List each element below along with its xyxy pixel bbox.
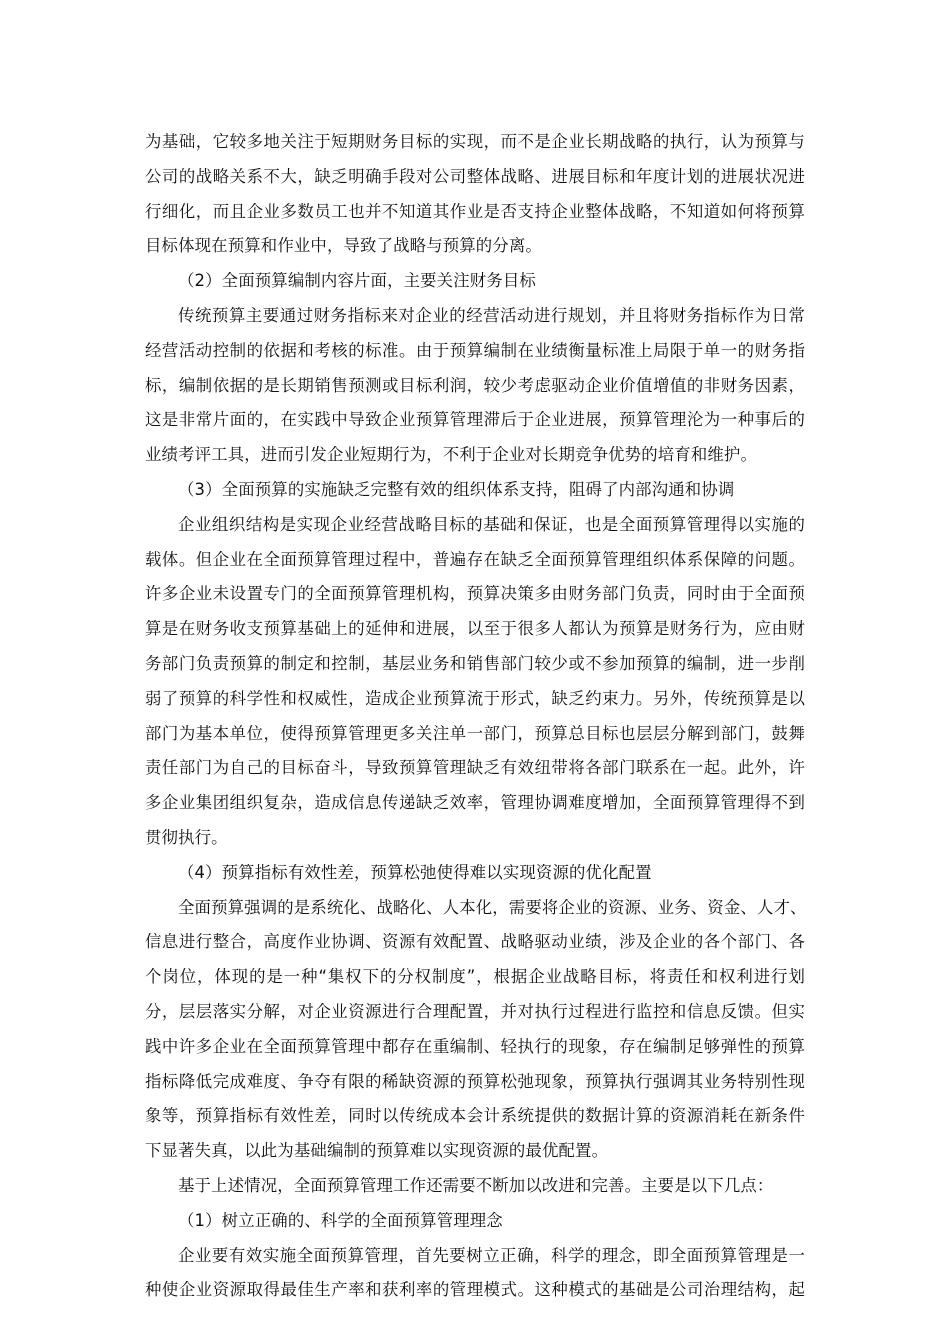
paragraph-line: 部门为基本单位，使得预算管理更多关注单一部门，预算总目标也层层分解到部门，鼓舞	[145, 723, 805, 743]
paragraph-first-line: 企业组织结构是实现企业经营战略目标的基础和保证，也是全面预算管理得以实施的	[178, 514, 805, 534]
paragraph-line: 载体。但企业在全面预算管理过程中，普遍存在缺乏全面预算管理组织体系保障的问题。	[145, 549, 805, 569]
paragraph-line: 多企业集团组织复杂，造成信息传递缺乏效率，管理协调难度增加，全面预算管理得不到	[145, 793, 805, 813]
paragraph-line: 经营活动控制的依据和考核的标准。由于预算编制在业绩衡量标准上局限于单一的财务指	[145, 340, 805, 360]
paragraph-first-line: 基于上述情况，全面预算管理工作还需要不断加以改进和完善。主要是以下几点：	[178, 1175, 774, 1195]
paragraph-line: 务部门负责预算的制定和控制，基层业务和销售部门较少或不参加预算的编制，进一步削	[145, 653, 805, 673]
paragraph-line: 个岗位，体现的是一种“集权下的分权制度”，根据企业战略目标，将责任和权利进行划	[145, 967, 805, 987]
paragraph-line: 践中许多企业在全面预算管理中都存在重编制、轻执行的现象，存在编制足够弹性的预算	[145, 1036, 805, 1056]
document-body	[145, 125, 805, 1308]
paragraph-last-line: 下显著失真，以此为基础编制的预算难以实现资源的最优配置。	[145, 1141, 609, 1161]
paragraph-line: 许多企业未设置专门的全面预算管理机构，预算决策多由财务部门负责，同时由于全面预	[145, 584, 805, 604]
paragraph-line: 公司的战略关系不大，缺乏明确手段对公司整体战略、进展目标和年度计划的进展状况进	[145, 166, 805, 186]
section-heading: （1）树立正确的、科学的全面预算管理理念	[178, 1210, 503, 1230]
paragraph-line: 分，层层落实分解，对企业资源进行合理配置，并对执行过程进行监控和信息反馈。但实	[145, 1001, 805, 1021]
paragraph-line: 这是非常片面的，在实践中导致企业预算管理滞后于企业进展，预算管理沦为一种事后的	[145, 410, 805, 430]
paragraph-line: 算是在财务收支预算基础上的延伸和进展，以至于很多人都认为预算是财务行为，应由财	[145, 619, 805, 639]
paragraph-last-line: 业绩考评工具，进而引发企业短期行为，不利于企业对长期竞争优势的培育和维护。	[145, 445, 758, 465]
paragraph-line: 象等，预算指标有效性差，同时以传统成本会计系统提供的数据计算的资源消耗在新条件	[145, 1106, 805, 1126]
paragraph-line: 责任部门为自己的目标奋斗，导致预算管理缺乏有效纽带将各部门联系在一起。此外，许	[145, 758, 805, 778]
paragraph-line: 指标降低完成难度、争夺有限的稀缺资源的预算松弛现象，预算执行强调其业务特别性现	[145, 1071, 805, 1091]
paragraph-line: 标，编制依据的是长期销售预测或目标利润，较少考虑驱动企业价值增值的非财务因素，	[145, 375, 805, 395]
paragraph-first-line: 全面预算强调的是系统化、战略化、人本化，需要将企业的资源、业务、资金、人才、	[178, 897, 807, 917]
paragraph-line: 种使企业资源取得最佳生产率和获利率的管理模式。这种模式的基础是公司治理结构，起	[145, 1280, 805, 1300]
section-heading: （2）全面预算编制内容片面，主要关注财务目标	[178, 271, 536, 291]
paragraph-line: 行细化，而且企业多数员工也并不知道其作业是否支持企业整体战略，不知道如何将预算	[145, 201, 805, 221]
paragraph-line: 为基础，它较多地关注于短期财务目标的实现，而不是企业长期战略的执行，认为预算与	[145, 132, 805, 151]
section-heading: （3）全面预算的实施缺乏完整有效的组织体系支持，阻碍了内部沟通和协调	[178, 479, 735, 499]
paragraph-last-line: 目标体现在预算和作业中，导致了战略与预算的分离。	[145, 236, 542, 256]
paragraph-line: 弱了预算的科学性和权威性，造成企业预算流于形式，缺乏约束力。另外，传统预算是以	[145, 688, 805, 708]
paragraph-first-line: 企业要有效实施全面预算管理，首先要树立正确，科学的理念，即全面预算管理是一	[178, 1245, 805, 1265]
section-heading: （4）预算指标有效性差，预算松弛使得难以实现资源的优化配置	[178, 862, 652, 882]
paragraph-line: 信息进行整合，高度作业协调、资源有效配置、战略驱动业绩，涉及企业的各个部门、各	[145, 932, 805, 952]
paragraph-last-line: 贯彻执行。	[145, 827, 228, 847]
paragraph-first-line: 传统预算主要通过财务指标来对企业的经营活动进行规划，并且将财务指标作为日常	[178, 305, 805, 325]
